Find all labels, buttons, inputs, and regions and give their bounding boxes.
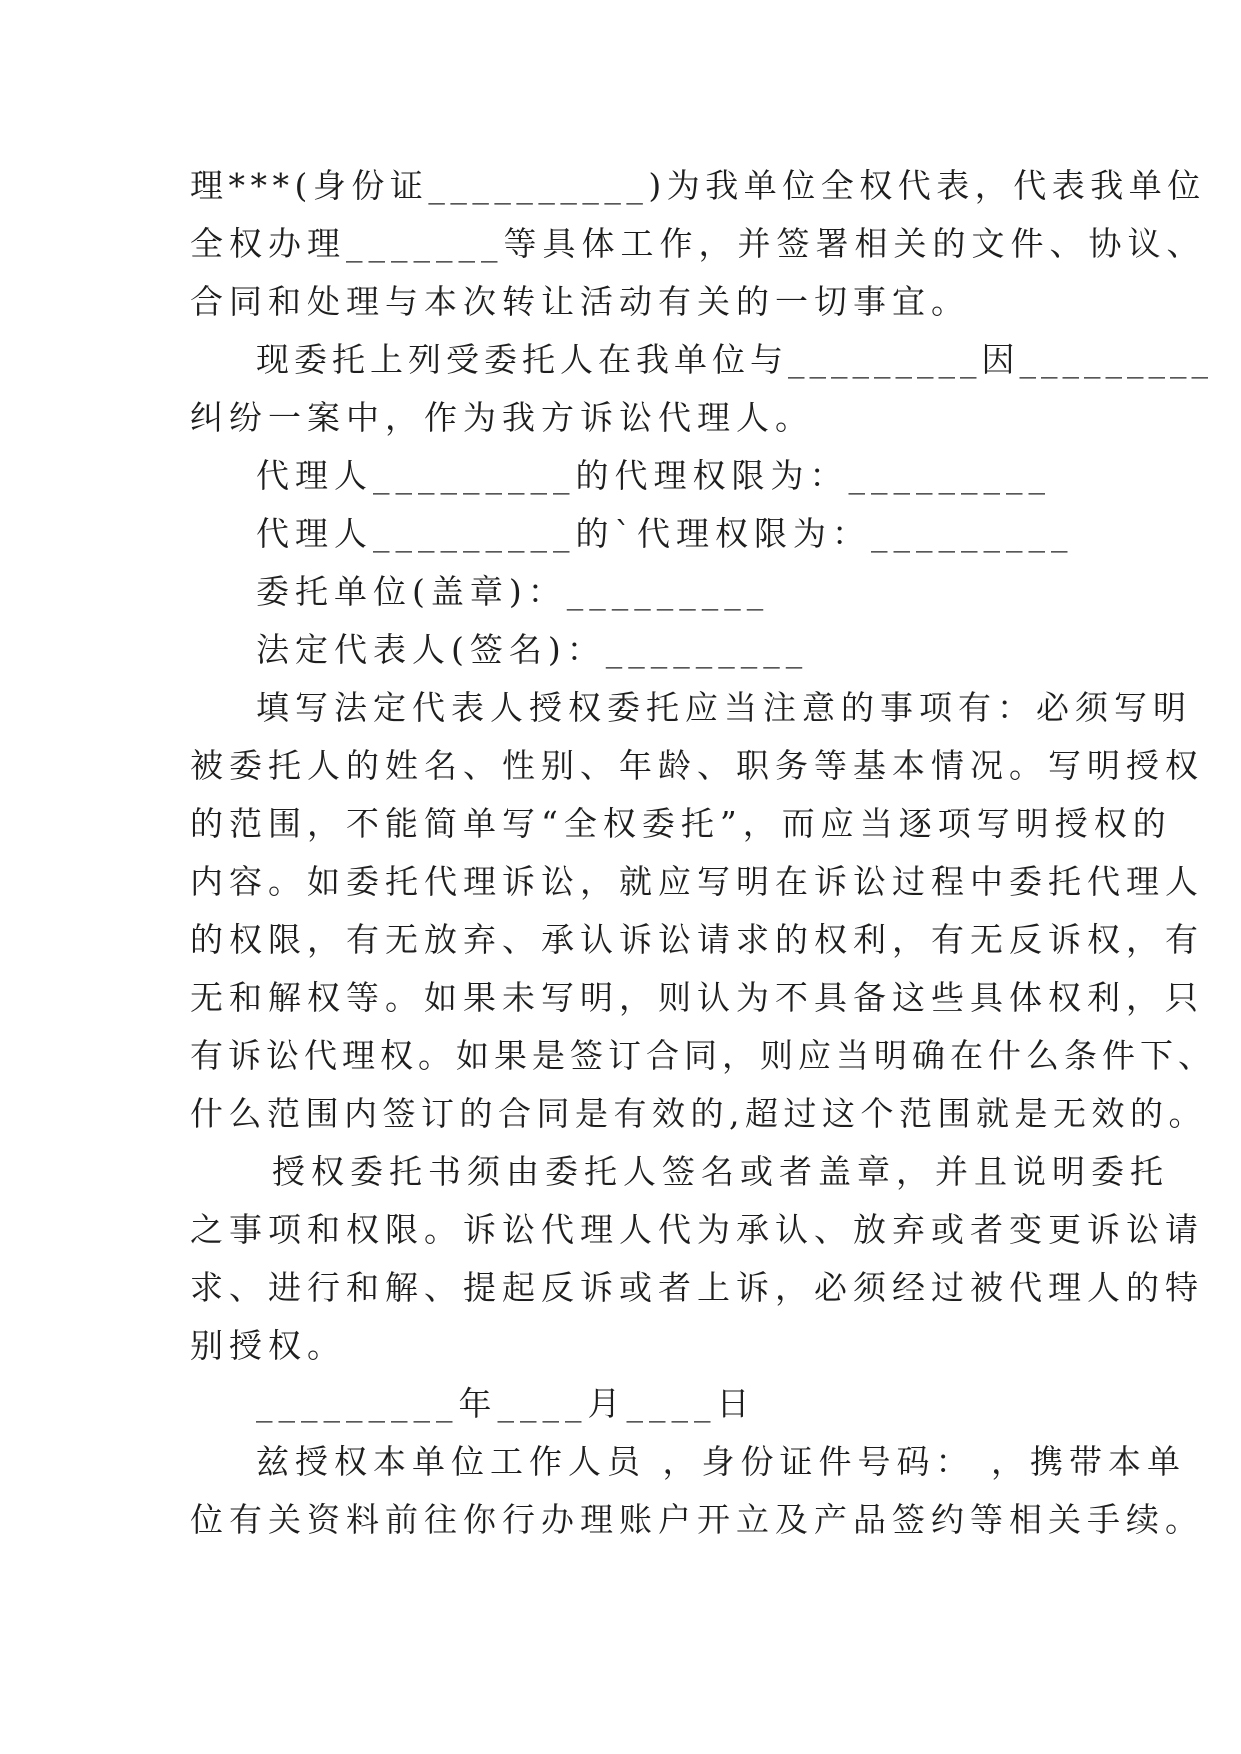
text-line: 有诉讼代理权。如果是签订合同，则应当明确在什么条件下、 <box>190 1036 1216 1075</box>
text-line: 的范围，不能简单写“全权委托”，而应当逐项写明授权的 <box>190 804 1172 843</box>
text-line: 位有关资料前往你行办理账户开立及产品签约等相关手续。 <box>190 1500 1204 1539</box>
text-line: 合同和处理与本次转让活动有关的一切事宜。 <box>190 282 970 321</box>
text-line: 现委托上列受委托人在我单位与_________因_________ <box>256 340 1213 379</box>
date-line: _________年____月____日 <box>256 1384 756 1423</box>
text-line: 理***(身份证__________)为我单位全权代表，代表我单位 <box>190 166 1206 205</box>
text-line: 代理人_________的代理权限为：_________ <box>256 456 1051 495</box>
text-line: 委托单位(盖章)：_________ <box>256 572 770 611</box>
text-line: 填写法定代表人授权委托应当注意的事项有：必须写明 <box>256 688 1192 727</box>
text-line: 兹授权本单位工作人员 ，身份证件号码： ，携带本单 <box>256 1442 1186 1481</box>
text-line: 授权委托书须由委托人签名或者盖章，并且说明委托 <box>272 1152 1169 1191</box>
text-line: 无和解权等。如果未写明，则认为不具备这些具体权利，只 <box>190 978 1204 1017</box>
text-line: 内容。如委托代理诉讼，就应写明在诉讼过程中委托代理人 <box>190 862 1204 901</box>
text-line: 之事项和权限。诉讼代理人代为承认、放弃或者变更诉讼请 <box>190 1210 1204 1249</box>
text-line: 法定代表人(签名)：_________ <box>256 630 809 669</box>
text-line: 别授权。 <box>190 1326 346 1365</box>
text-line: 代理人_________的`代理权限为：_________ <box>256 514 1074 553</box>
text-line: 求、进行和解、提起反诉或者上诉，必须经过被代理人的特 <box>190 1268 1204 1307</box>
text-line: 的权限，有无放弃、承认诉讼请求的权利，有无反诉权，有 <box>190 920 1204 959</box>
text-line: 什么范围内签订的合同是有效的,超过这个范围就是无效的。 <box>190 1094 1207 1133</box>
text-line: 纠纷一案中，作为我方诉讼代理人。 <box>190 398 814 437</box>
text-line: 全权办理_______等具体工作，并签署相关的文件、协议、 <box>190 224 1206 263</box>
text-line: 被委托人的姓名、性别、年龄、职务等基本情况。写明授权 <box>190 746 1204 785</box>
